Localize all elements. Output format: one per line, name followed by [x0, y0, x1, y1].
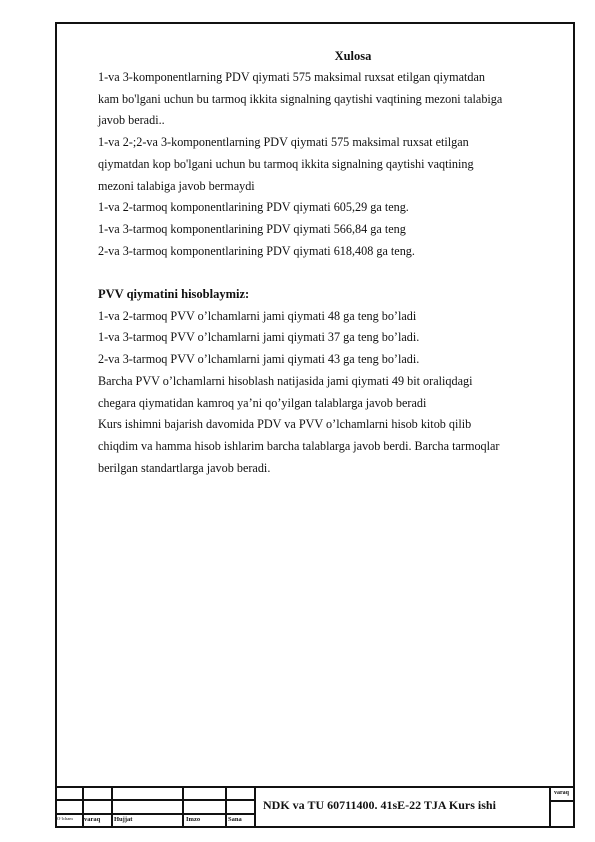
paragraph-line: berilgan standartlarga javob beradi.	[98, 460, 271, 475]
paragraph-line: qiymatdan kop bo'lgani uchun bu tarmoq ikkita signalning qaytishi vaqtining	[98, 156, 474, 171]
title-block-col-line	[225, 786, 227, 828]
paragraph-line: Kurs ishimni bajarish davomida PDV va PVV o’lchamlarni hisob kitob qilib	[98, 417, 472, 432]
paragraph-line: Barcha PVV o’lchamlarni hisoblash natijasida jami qiymati 49 bit oraliqdagi	[98, 373, 473, 388]
sheet-box-line	[549, 800, 575, 802]
paragraph-line: 2-va 3-tarmoq PVV o’lchamlarni jami qiymati 43 ga teng bo’ladi.	[98, 352, 420, 367]
title-block	[55, 786, 575, 828]
document-body	[98, 46, 568, 479]
paragraph-line: 1-va 3-tarmoq PVV o’lchamlarni jami qiymati 37 ga teng bo’ladi.	[98, 330, 420, 345]
changes-label: O‘lcham	[57, 816, 73, 821]
bottom-small-label: mmm	[57, 824, 68, 829]
sheet-col-label: varaq	[84, 816, 101, 823]
paragraph-line: mezoni talabiga javob bermaydi	[98, 178, 255, 193]
title-block-col-line	[182, 786, 184, 828]
paragraph-line: 1-va 2-tarmoq PVV o’lchamlarni jami qiymati 48 ga teng bo’ladi	[98, 308, 417, 323]
title-block-col-line	[254, 786, 256, 828]
section-heading: PVV qiymatini hisoblaymiz:	[98, 287, 250, 302]
paragraph-line: 1-va 2-;2-va 3-komponentlarning PDV qiymati 575 maksimal ruxsat etilgan	[98, 135, 469, 150]
paragraph-line: kam bo'lgani uchun bu tarmoq ikkita signalning qaytishi vaqtining mezoni talabiga	[98, 91, 503, 106]
sheet-label: varaq	[554, 790, 569, 796]
sign-col-label: Imzo	[186, 816, 201, 823]
title-block-top-line	[55, 786, 575, 788]
paragraph-line: javob beradi..	[98, 113, 165, 128]
paragraph-line: chiqdim va hamma hisob ishlarim barcha talablarga javob berdi. Barcha tarmoqlar	[98, 438, 500, 453]
document-code: NDK va TU 60711400. 41sE-22 TJA Kurs ishi	[263, 798, 496, 812]
title-block-col-line	[549, 786, 551, 828]
paragraph-line: 1-va 2-tarmoq komponentlarining PDV qiymati 605,29 ga teng.	[98, 200, 409, 215]
document-title: Xulosa	[334, 49, 372, 63]
paragraph-line: 2-va 3-tarmoq komponentlarining PDV qiymati 618,408 ga teng.	[98, 243, 415, 258]
paragraph-line: chegara qiymatidan kamroq ya’ni qo’yilgan talablarga javob beradi	[98, 395, 427, 410]
date-col-label: Sana	[228, 816, 242, 823]
paragraph-line: 1-va 3-komponentlarning PDV qiymati 575 maksimal ruxsat etilgan qiymatdan	[98, 70, 486, 84]
paragraph-line: 1-va 3-tarmoq komponentlarining PDV qiymati 566,84 ga teng	[98, 221, 406, 236]
doc-col-label: Hujjat	[114, 816, 133, 823]
title-block-col-line	[111, 786, 113, 828]
blank-line	[98, 262, 568, 284]
